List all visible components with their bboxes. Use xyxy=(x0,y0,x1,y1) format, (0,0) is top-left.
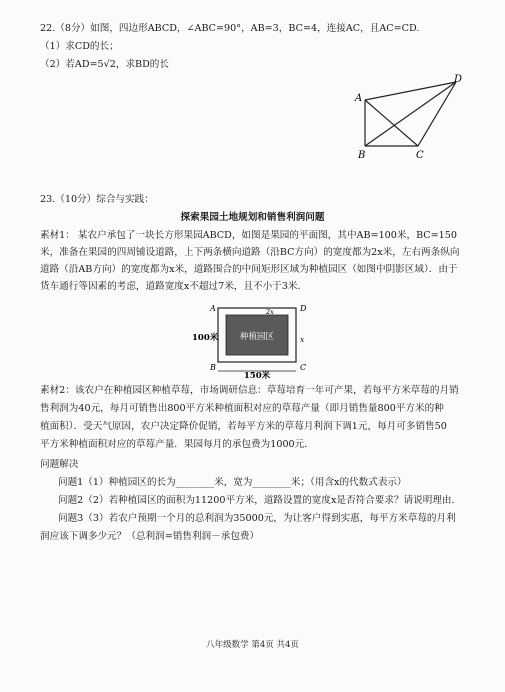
material1-line-2: 米，准备在果园的四周铺设道路，上下两条横向道路（沿BC方向）的宽度都为2x米，左右两条纵向 xyxy=(40,247,460,258)
problem-3-line-1: 问题3（3）若农户预期一个月的总利润为35000元，为让客户得到实惠，每平方米草莓的月利 xyxy=(58,513,456,524)
planting-zone-label: 种植园区 xyxy=(239,332,275,342)
q23-title: 探索果园土地规划和销售利润问题 xyxy=(180,212,325,223)
page-footer: 八年级数学 第4页 共4页 xyxy=(206,640,299,650)
orchard-plan-figure xyxy=(192,300,322,380)
q22-label-c: C xyxy=(416,150,424,161)
material1-line-4: 货车通行等因素的考虑，道路宽度x不超过7米，且不小于3米． xyxy=(40,281,308,292)
q22-stem: 22.（8分）如图，四边形ABCD，∠ABC=90°，AB=3，BC=4，连接AC，且AC=CD. xyxy=(40,23,420,34)
problem-2: 问题2（2）若种植园区的面积为11200平方米，道路设置的宽度x是否符合要求？请说明理由． xyxy=(58,495,462,506)
orchard-label-b: B xyxy=(210,363,216,372)
solve-heading: 问题解决 xyxy=(40,459,79,470)
material1-line-3: 道路（沿AB方向）的宽度都为x米，道路围合的中间矩形区域为种植园区（如图中阴影区域）．由于 xyxy=(40,264,458,275)
q22-label-b: B xyxy=(358,150,366,161)
label-2x: 2x xyxy=(266,308,274,316)
material2-line-3: 植面积）．受天气原因，农户决定降价促销，若每平方米的草莓月利润下调1元，每月可多销售50 xyxy=(40,421,447,432)
material2-line-1: 素材2：该农户在种植园区种植草莓，市场调研信息：草莓培育一年可产果，若每平方米草莓的月销 xyxy=(40,385,459,396)
dimension-100m: 100米 xyxy=(192,333,219,343)
q22-label-a: A xyxy=(355,93,363,104)
orchard-label-d: D xyxy=(300,304,307,313)
q23-header: 23.（10分）综合与实践： xyxy=(40,194,154,205)
orchard-label-a: A xyxy=(210,304,216,313)
material2-line-2: 售利润为40元，每月可销售出800平方米种植面积对应的草莓产量（即月销售量800平方米的种 xyxy=(40,403,444,414)
q22-label-d: D xyxy=(454,74,463,85)
q22-part2: （2）若AD=5√2，求BD的长 xyxy=(40,59,169,70)
q22-part1: （1）求CD的长； xyxy=(40,41,119,52)
material2-line-4: 平方米种植面积对应的草莓产量．果园每月的承包费为1000元． xyxy=(40,439,314,450)
problem-1: 问题1（1）种植园区的长为________米，宽为________米；（用含x的代数式表示） xyxy=(58,477,407,488)
orchard-label-c: C xyxy=(300,363,307,372)
problem-3-line-2: 润应该下调多少元？（总利润=销售利润－承包费） xyxy=(40,531,260,542)
dimension-150m: 150米 xyxy=(243,371,271,380)
segment-ac xyxy=(365,100,418,146)
segment-cd xyxy=(418,82,456,146)
q22-quadrilateral-figure xyxy=(348,74,473,164)
label-x: x xyxy=(300,335,305,344)
material1-line-1: 素材1： 某农户承包了一块长方形果园ABCD，如图是果园的平面图，其中AB=100米，BC=150 xyxy=(40,230,457,241)
